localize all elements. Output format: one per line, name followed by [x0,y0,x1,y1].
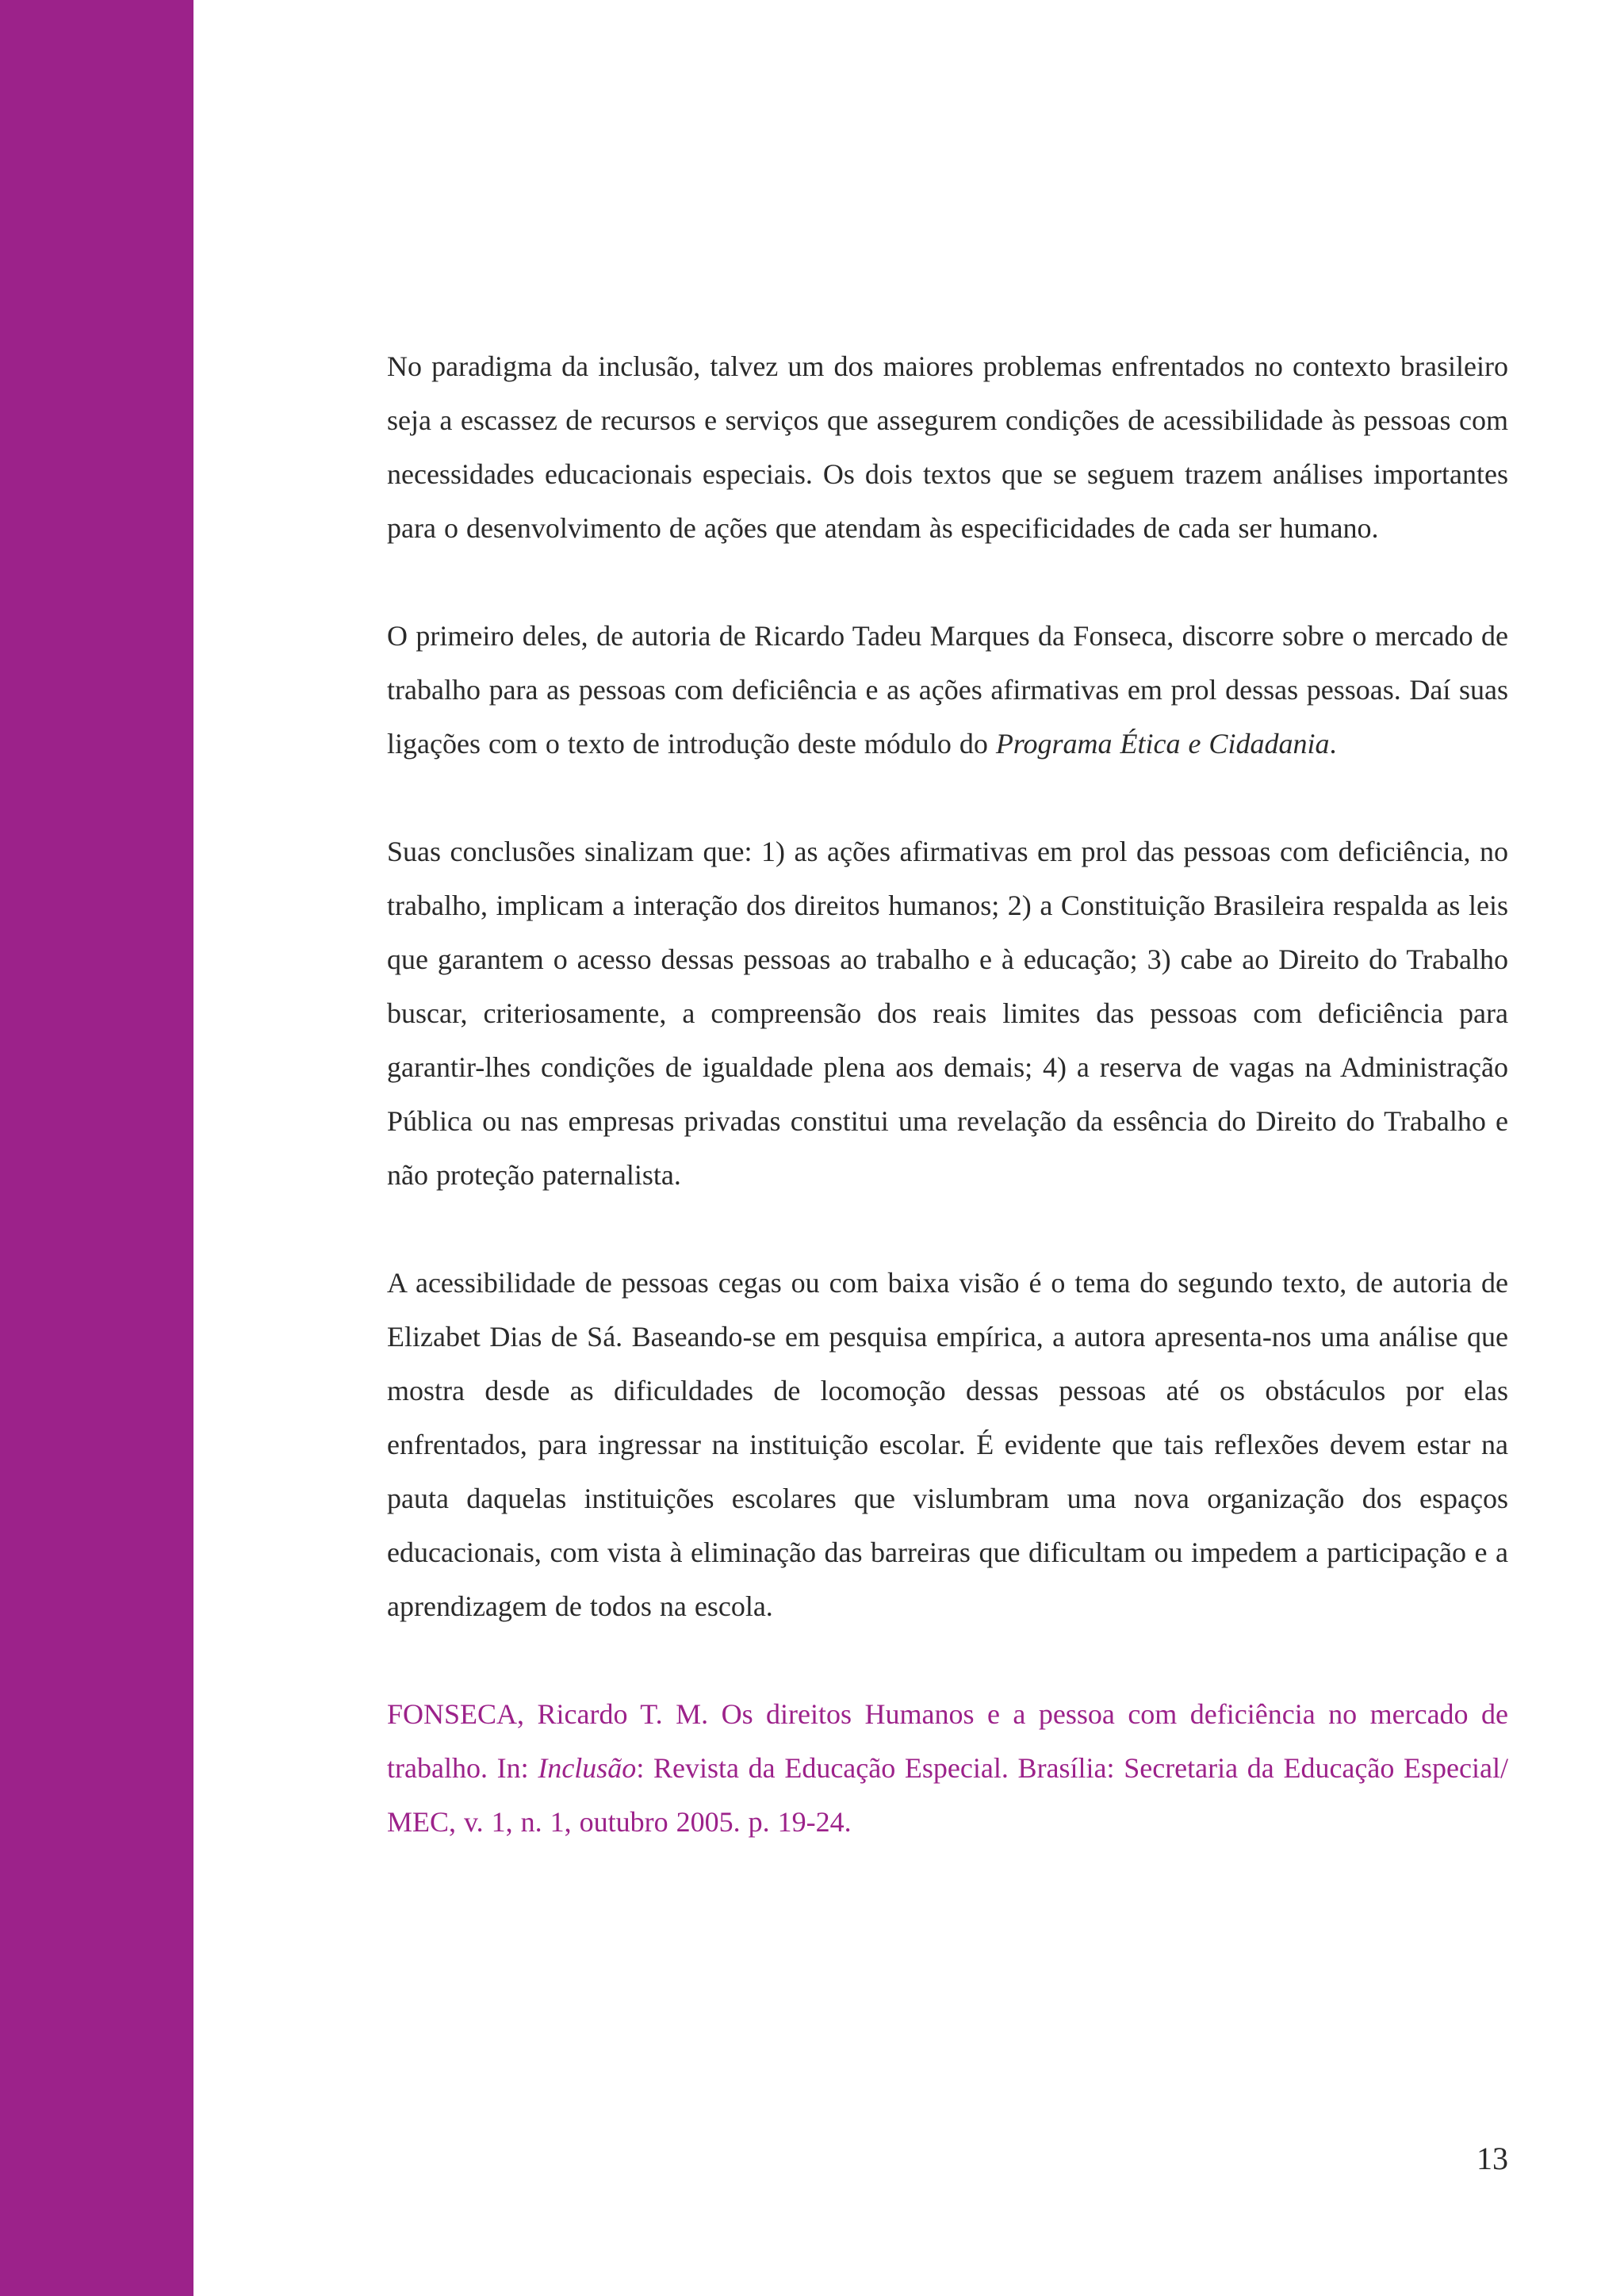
paragraph-first-text-body: O primeiro deles, de autoria de Ricardo Tadeu Marques da Fonseca, discorre sobre o mercado de trabalho para as pessoas com deficiência e as ações afirmativas em prol dessas pessoas. Daí suas ligações com o texto de introdução deste módulo do [387,620,1508,760]
bibliographic-reference [387,1687,1508,1849]
reference-part-2: : Revista da Educação Especial. Brasília: Secretaria da Educação Especial/ MEC, v. 1, n. 1, outubro 2005. p. 19-24. [387,1752,1508,1838]
paragraph-first-text [387,609,1508,771]
page-body [387,339,1508,1849]
page-number: 13 [1477,2141,1508,2176]
reference-journal-title: Inclusão [538,1752,637,1784]
side-color-bar [0,0,193,2296]
reference-part-1: FONSECA, Ricardo T. M. Os direitos Humanos e a pessoa com deficiência no mercado de trabalho. In: [387,1698,1508,1784]
paragraph-first-text-end: . [1329,728,1337,760]
paragraph-conclusions: Suas conclusões sinalizam que: 1) as ações afirmativas em prol das pessoas com deficiência, no trabalho, implicam a interação dos direitos humanos; 2) a Constituição Brasileira respalda as leis que garantem o acesso dessas pessoas ao trabalho e à educação; 3) cabe ao Direito do Trabalho buscar, criteriosamente, a compreensão dos reais limites das pessoas com deficiência para garantir-lhes condições de igualdade plena aos demais; 4) a reserva de vagas na Administração Pública ou nas empresas privadas constitui uma revelação da essência do Direito do Trabalho e não proteção paternalista. [387,836,1508,1191]
paragraph-intro: No paradigma da inclusão, talvez um dos maiores problemas enfrentados no contexto brasileiro seja a escassez de recursos e serviços que assegurem condições de acessibilidade às pessoas com necessidades educacionais especiais. Os dois textos que se seguem trazem análises importantes para o desenvolvimento de ações que atendam às especificidades de cada ser humano. [387,350,1508,544]
program-title: Programa Ética e Cidadania [995,728,1330,760]
paragraph-second-text: A acessibilidade de pessoas cegas ou com baixa visão é o tema do segundo texto, de autoria de Elizabet Dias de Sá. Baseando-se em pesquisa empírica, a autora apresenta-nos uma análise que mostra desde as dificuldades de locomoção dessas pessoas até os obstáculos por elas enfrentados, para ingressar na instituição escolar. É evidente que tais reflexões devem estar na pauta daquelas instituições escolares que vislumbram uma nova organização dos espaços educacionais, com vista à eliminação das barreiras que dificultam ou impedem a participação e a aprendizagem de todos na escola. [387,1267,1508,1622]
